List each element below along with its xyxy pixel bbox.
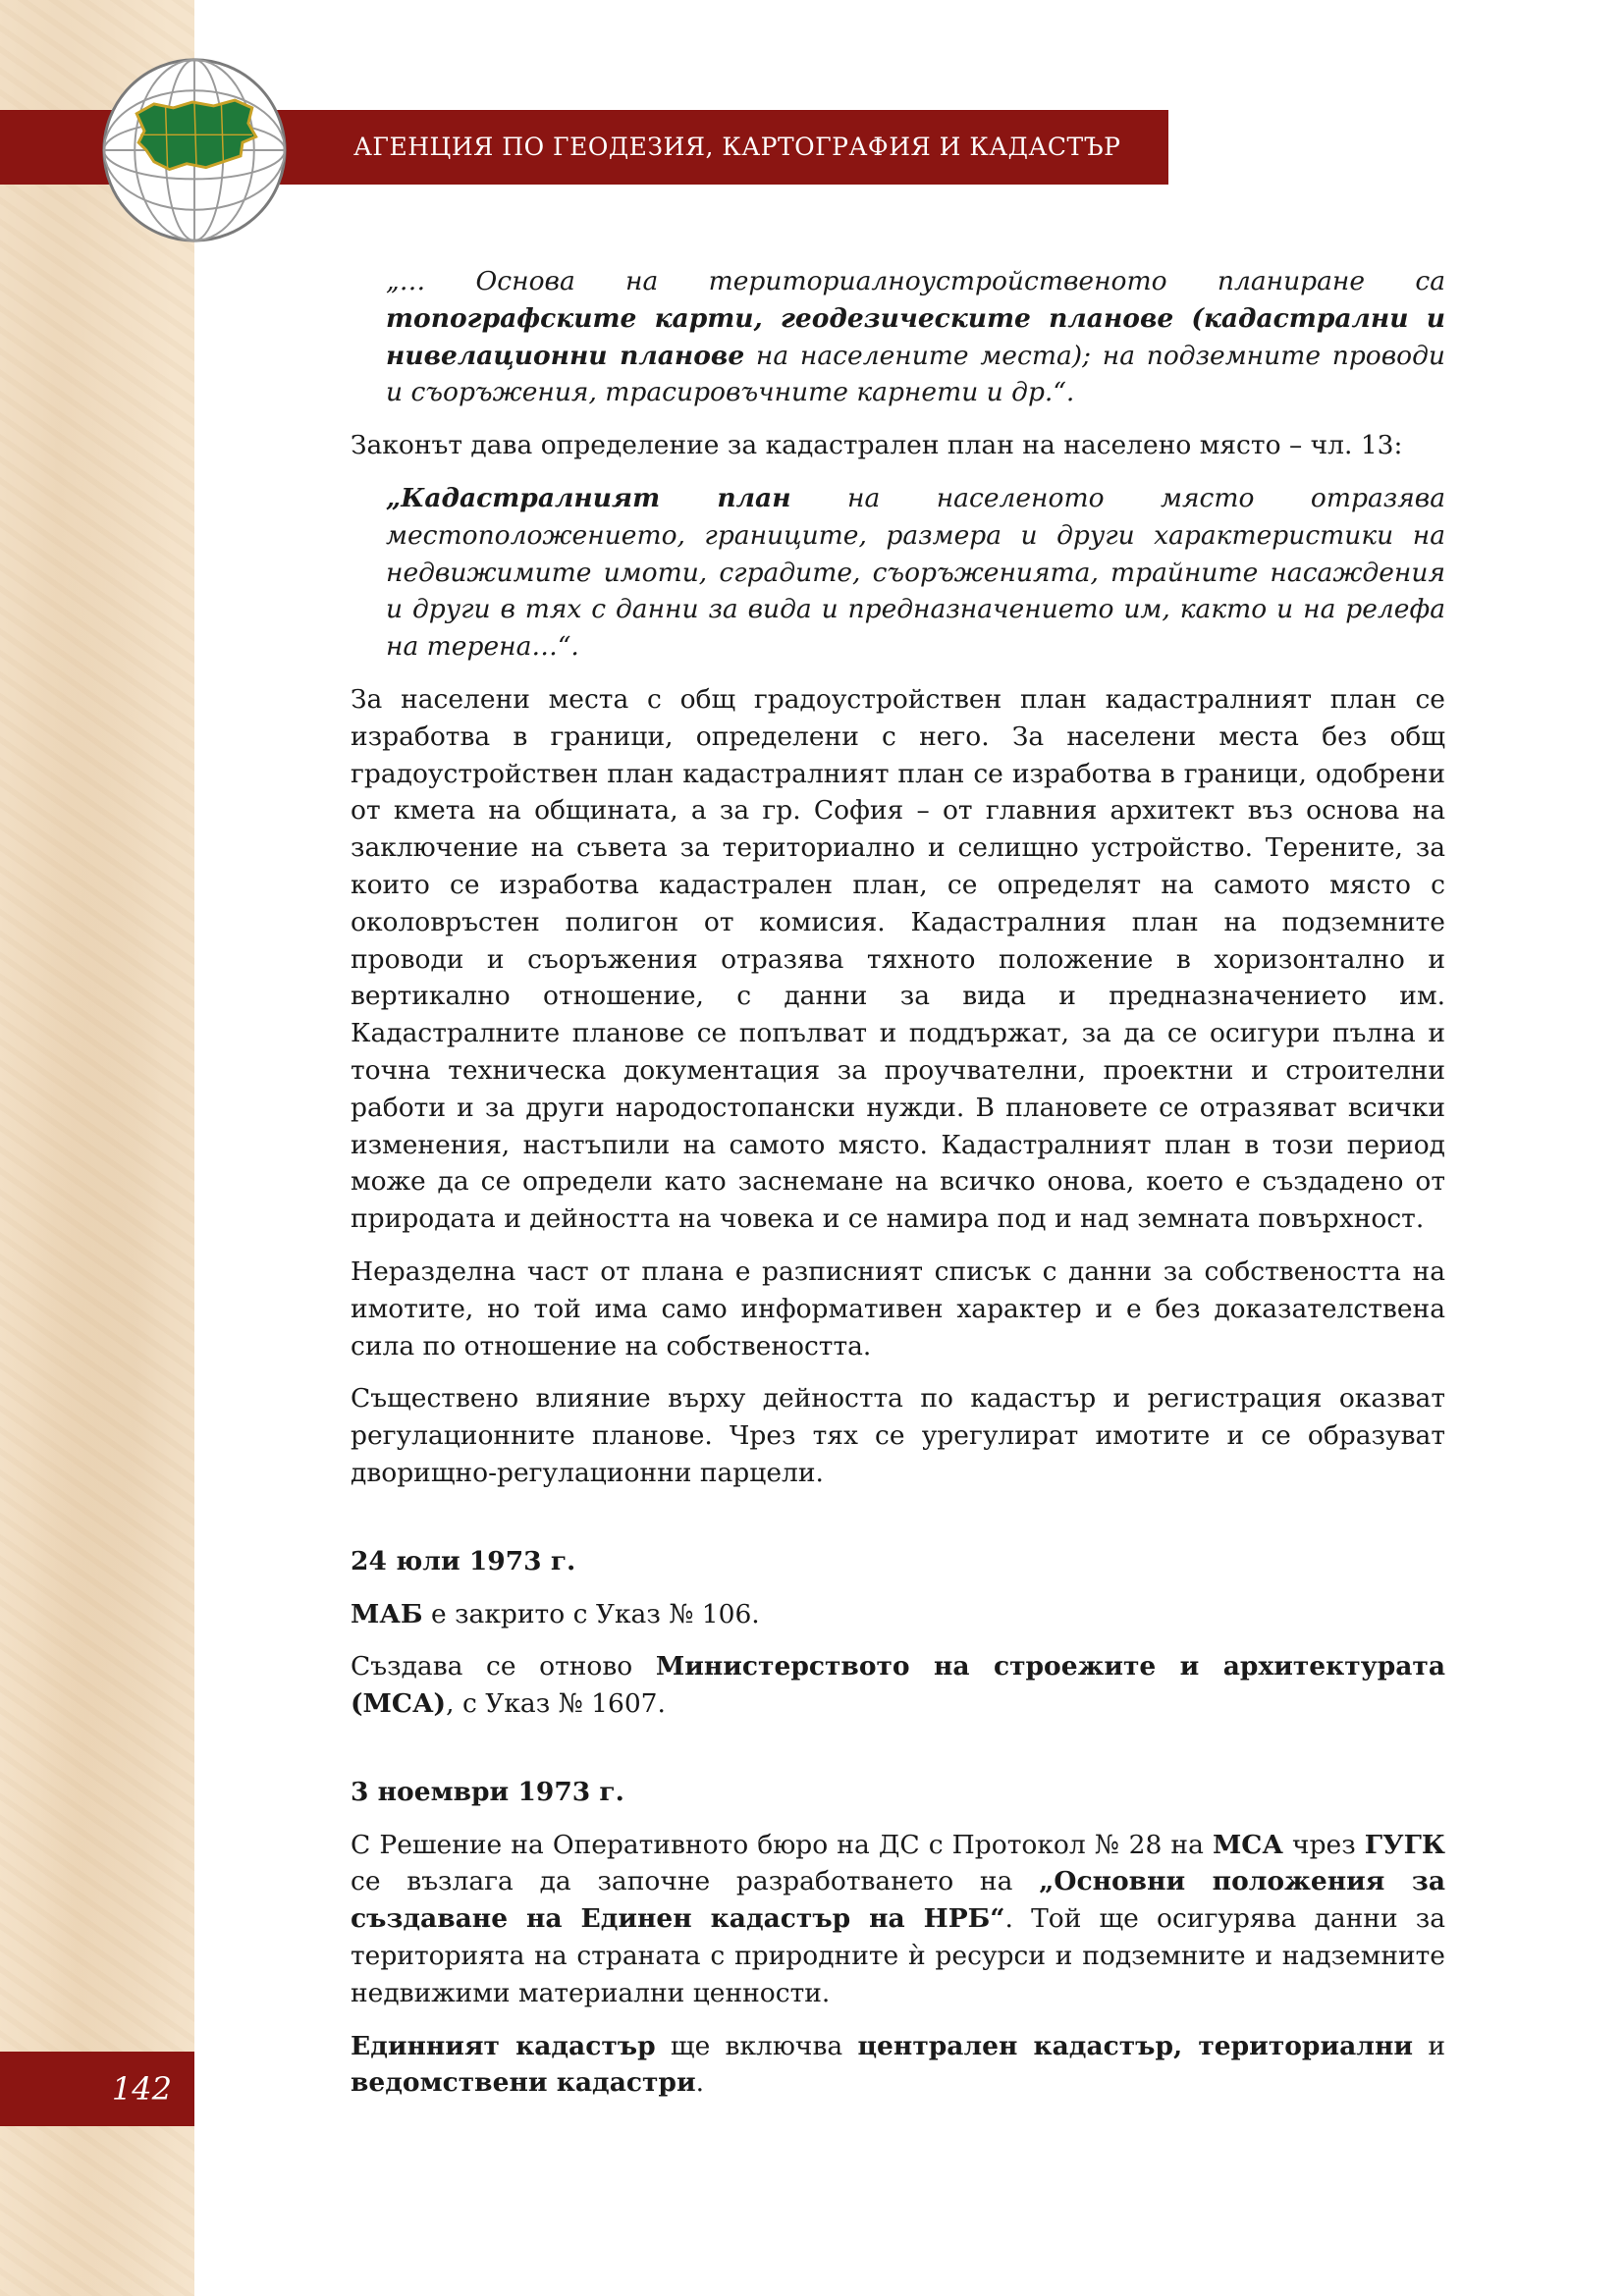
body-paragraph: Неразделна част от плана е разписният списък с данни за собствеността на имотите, но той има само информативен характер и е без доказателствена сила по отношение на собствеността. bbox=[351, 1255, 1445, 1362]
body-paragraph: За населени места с общ градоустройствен план кадастралният план се изработва в граници, определени с него. За населени места без общ градоустройствен план кадастралният план се изработва в граници, одобрени от кмета на общината, а за гр. София – от главния архитект въз основа на заключение на съвета за териториално и селищно устройство. Терените, за които се изработва кадастрален план, се определят на самото място с околовръстен полигон от комисия. Кадастралния план на подземните проводи и съоръжения отразява тяхното положение в хоризонтално и вертикално отношение, с данни за вида и предназначението им. Кадастралните планове се попълват и поддържат, за да се осигури пълна и точна техническа документация за проучвателни, проектни и строителни работи и за други народостопански нужди. В плановете се отразяват всички изменения, настъпили на самото място. Кадастралният план в този период може да се определи като заснемане на всичко онова, което е създадено от природата и дейността на човека и се намира под и над земната повърхност. bbox=[351, 683, 1445, 1235]
date-heading: 3 ноември 1973 г. bbox=[351, 1776, 624, 1807]
header-title: АГЕНЦИЯ ПО ГЕОДЕЗИЯ, КАРТОГРАФИЯ И КАДАСТЪР bbox=[353, 133, 1121, 161]
quote-paragraph: „Кадастралният план на населеното място отразява местоположението, границите, размера и други характеристики на недвижимите имоти, сградите, съоръженията, трайните насаждения и други в тях с данни за вида и предназначението им, както и на релефа на терена…“. bbox=[386, 482, 1445, 663]
body-paragraph: Единният кадастър ще включва централен кадастър, териториални и ведомствени кадастри. bbox=[351, 2030, 1445, 2099]
body-paragraph: Законът дава определение за кадастрален план на населено място – чл. 13: bbox=[351, 430, 1403, 461]
body-paragraph: Съществено влияние върху дейността по кадастър и регистрация оказват регулационните планове. Чрез тях се урегулират имотите и се образуват дворищно-регулационни парцели. bbox=[351, 1383, 1445, 1488]
body-paragraph: Създава се отново Министерството на строежите и архитектурата (МСА), с Указ № 1607. bbox=[351, 1651, 1445, 1720]
page-content bbox=[351, 263, 1445, 2117]
quote-paragraph: „… Основа на териториалноустройственото планиране са топографските карти, геодезическите планове (кадастрални и нивелационни планове на населените места); на подземните проводи и съоръжения, трасировъчните карнети и др.“. bbox=[386, 266, 1445, 408]
page-number: 142 bbox=[111, 2070, 172, 2108]
decorative-side-strip bbox=[0, 0, 194, 2296]
body-paragraph: С Решение на Оперативното бюро на ДС с Протокол № 28 на МСА чрез ГУГК се възлага да започне разработването на „Основни положения за създаване на Единен кадастър на НРБ“. Той ще осигурява данни за територията на страната с природните ѝ ресурси и подземните и надземните недвижими материални ценности. bbox=[351, 1829, 1446, 2008]
date-heading: 24 юли 1973 г. bbox=[351, 1545, 576, 1576]
globe-with-bulgaria-map-icon bbox=[98, 54, 291, 246]
body-paragraph: МАБ е закрито с Указ № 106. bbox=[351, 1598, 760, 1629]
